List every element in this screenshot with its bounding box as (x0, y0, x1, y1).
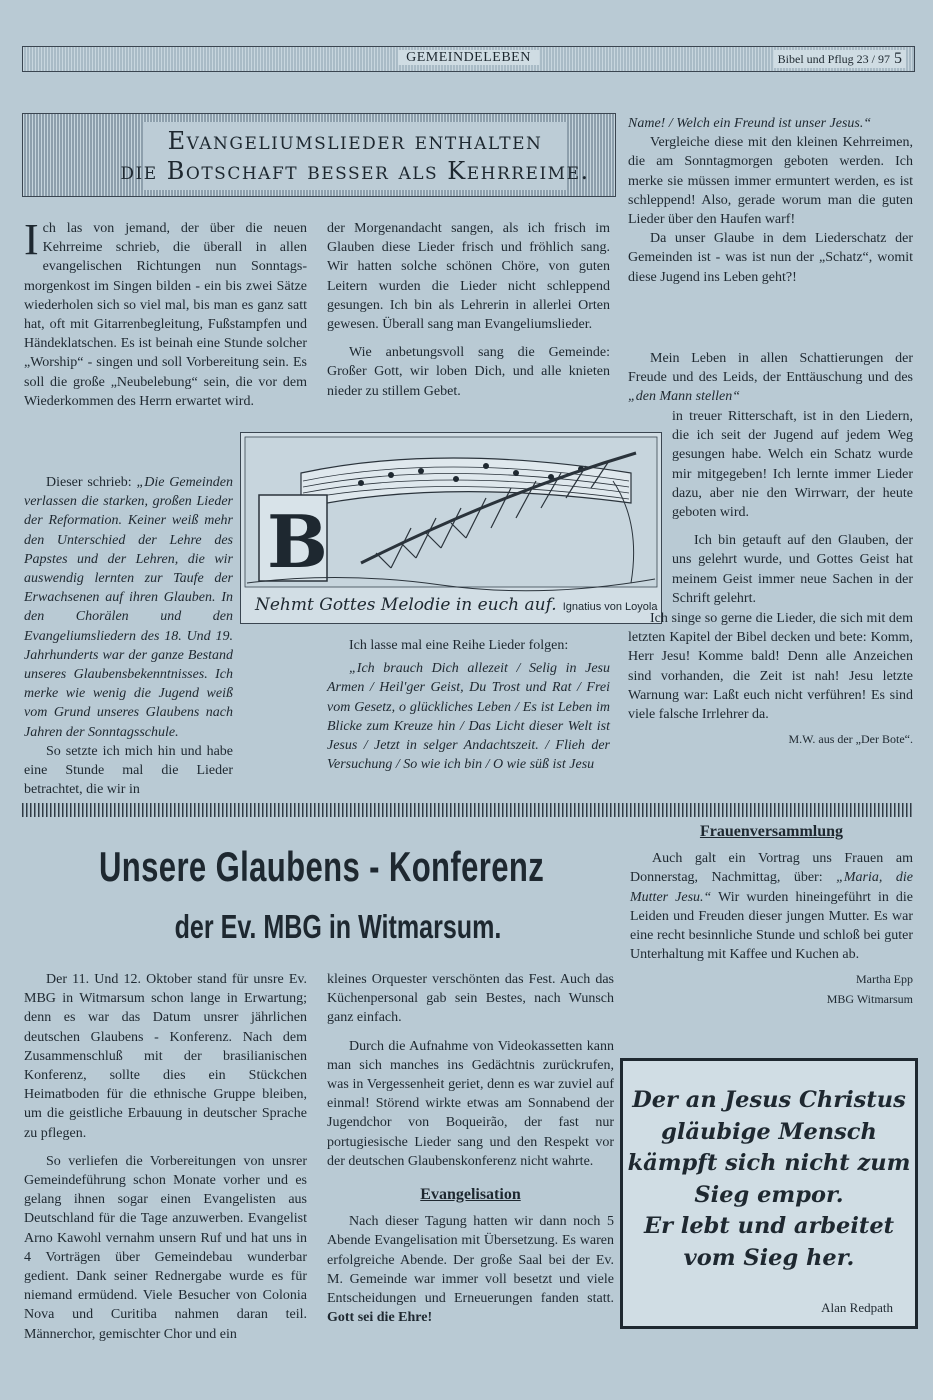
illustration-caption: Nehmt Gottes Melodie in euch auf. Ignatius von Loyola (255, 595, 658, 615)
article2-column2 (327, 970, 614, 1327)
quote-line: Er lebt und arbeitet (643, 1213, 895, 1239)
article2-col1-p1: Der 11. Und 12. Oktober stand für unsre Ev. MBG in Witmarsum schon lange in Erwartung; denn es war das Datum unsrer jährlichen deutschen Glaubens - Konferenz. Nach dem Zusammenschluß mit der brasilianischen Konferenz, sollte dies ein Stückchen Heimatboden für die ethnische Gruppe bleiben, um die geistliche Erbauung in deutscher Sprache zu pflegen. (24, 972, 307, 1141)
quote-line: Der an Jesus Christus (632, 1087, 906, 1113)
quote-box (620, 1058, 918, 1329)
article1-col1-p2-lead: Dieser schrieb: (46, 475, 137, 490)
ornamental-letter: B (267, 499, 328, 584)
article1-col2-p1: der Morgenandacht sangen, als ich frisch im Glauben diese Lieder frisch und fröhlich sang. Wir hatten solche schönen Chöre, von guten Leitern wurden die Lieder nicht schleppend gesungen. Ich bin als Lehrerin in allerlei Orten gewesen. Überall sang man Evangeliumslieder. (327, 221, 610, 333)
issue-info (774, 50, 906, 68)
article1-col3-p4c: in treuer Ritterschaft, ist in den Liedern, die ich seit der Jugend auf jedem Weg gesungen habe. Welch ein Schatz wurde mir mitgegeben! Ich lernte immer Lieder dazu, aber nie den Wirrwarr, der heute geboten wird. (672, 409, 913, 521)
quote-line: Sieg empor. (694, 1181, 844, 1208)
evangelisation-end: Gott sei die Ehre! (327, 1310, 433, 1326)
article1-col3-p2: Vergleiche diese mit den kleinen Kehrreimen, die am Sonntagmorgen geboten werden. Ich merke sie müssen immer ermuntert werden, es ist schleppend! Also, gerade worum man die guten Lieder über den Haufen warf! (628, 135, 913, 228)
frauen-text-c: Wir wurden hineingeführt in die Leiden und Freuden dieser jungen Mutter. Es war eine recht besinnliche Stunde und schloß bei guter Unterhaltung mit Kaffee und Kuchen ab. (630, 889, 913, 963)
page-header (22, 46, 915, 72)
article1-column2-lower (327, 636, 610, 774)
article1-column3-d (628, 609, 913, 749)
article1-signature: M.W. aus der „Der Bote“. (788, 732, 913, 747)
article1-col3-p3: Da unser Glaube in dem Liederschatz der Gemeinden ist - was ist nun der „Schatz“, womit diese Jugend ins Leben geht?! (628, 231, 913, 285)
illustration-credit: Ignatius von Loyola (562, 601, 658, 613)
evangelisation-heading: Evangelisation (420, 1186, 521, 1204)
article1-col2-p4: „Ich brauch Dich allezeit / Selig in Jesu Armen / Heil'ger Geist, Du Trost und Rat / Frei vom Gesetz, o glückliches Leben / Es ist Leben im Blicke zum Kreuze hin / Das Licht dieser Welt ist Jesus / Jetzt in selger Andachtszeit. / Flieh der Versuchung / So wie ich bin / O wie süß ist Jesu (327, 661, 610, 773)
article1-col1-p3: So setzte ich mich hin und habe eine Stunde mal die Lieder betrachtet, die wir in (24, 743, 233, 798)
article1-col3-p5: Ich bin getauft auf den Glauben, der uns gelehrt wurde, und Gottes Geist hat meinem Geist immer neue Sachen in der Schrift gelehrt. (672, 533, 913, 606)
frauen-text-a: Auch galt ein Vortrag uns Frauen am Donnerstag, Nachmittag, über: (630, 851, 913, 886)
article2-title: Unsere Glaubens - Konferenz (98, 843, 545, 890)
article1-col2-p2: Wie anbetungsvoll sang die Gemeinde: Großer Gott, wir loben Dich, und alle knieten nieder zu stillem Gebet. (327, 345, 610, 399)
article1-column2 (327, 219, 610, 401)
article2-column3 (630, 822, 913, 1009)
article2-subtitle: der Ev. MBG in Witmarsum. (174, 908, 502, 945)
article1-title-box (22, 113, 616, 197)
article2-col1-p2: So verliefen die Vorbereitungen von unsrer Gemeindeführung schon Monate vorher und es gelang ihnen sogar einen Evangelisten aus Deutschland für die Tage anzuwerben. Evangelist Arno Kawohl vernahm unsern Ruf und hat uns in 4 Vorträgen über Gemeindebau wunderbar gedient. Dank seiner Rednergabe wurde es für niemand ermüdend. Viele Besucher von Colonia Nova und Curitiba nahmen daran teil. Männerchor, gemischter Chor und ein (24, 1153, 307, 1342)
quote-author: Alan Redpath (821, 1300, 893, 1315)
article2-column1 (24, 970, 307, 1344)
article2-col2-p1: kleines Orquester verschönten das Fest. Auch das Küchenpersonal gab sein Bestes, nach Wunsch ganz einfach. (327, 972, 614, 1026)
quote-line: vom Sieg her. (683, 1244, 855, 1271)
drop-cap: I (24, 215, 39, 264)
article2-col2-p2: Durch die Aufnahme von Videokassetten kann man sich manches ins Gedächtnis zurückrufen, was in Vergessenheit geriet, denn es war zuviel auf einmal! Störend wirkte etwas am Sonnabend der Jugendchor von Boqueirão, der fast nur portugiesische Lieder sang und den Respekt vor der deutschen Glaubenskonferenz nicht wahrte. (327, 1038, 614, 1169)
article1-column3-c (672, 407, 913, 617)
article1-col3-p4b: „den Mann stellen“ (628, 389, 740, 405)
page-number: 5 (894, 50, 902, 67)
issue-label: Bibel und Pflug 23 / 97 (777, 52, 890, 66)
article1-col3-p1: Name! / Welch ein Freund ist unser Jesus.“ (628, 116, 872, 131)
quote-line: gläubige Mensch (661, 1118, 877, 1145)
article1-title-line2: die Botschaft besser als Kehrreime. (120, 157, 590, 185)
article1-col3-p4a: Mein Leben in allen Schattierungen der Freude und des Leids, der Enttäuschung und des (628, 351, 913, 386)
frauen-signature-place: MBG Witmarsum (826, 991, 913, 1006)
article1-col1-p2-quote: „Die Gemeinden verlassen die starken, großen Lieder der Reformation. Keiner weiß mehr den Unterschied der Lehre des Papstes und der Lehren, die wir auswendig lernten zur Taufe der Erwachsenen auf ihren Glauben. In den Chorälen und den Evangeliumsliedern des 18. Und 19. Jahrhunderts war der ganze Bestand unseres Glaubensbekenntnisses. Ich merke wie wenig die Jugend weiß vom Grund unseres Glaubens nach Jahren der Sonntagsschule. (24, 475, 233, 740)
frauen-signature-name: Martha Epp (856, 972, 913, 987)
section-divider (22, 803, 914, 817)
song-illustration (240, 432, 662, 624)
article1-column3-b (628, 349, 913, 407)
article1-col1-p1: ch las von jemand, der über die neuen Kehrreime schrieb, die überall in allen evangelischen Richtungen nun Sonntags- morgenkost im Singen bilden - ein bis zwei Sätze wiederholen sich so viel mal, bis man es ganz satt hat, oft mit Gitarrenbegleitung, Fußstampfen und Händeklatschen. Es ist beinah eine Stunde solcher „Worship“ - singen und soll Vorbereitung sein. Es soll die große „Neubelebung“ sein, die vor dem Wiederkommen des Herrn erwartet wird. (24, 221, 307, 409)
quote-line: kämpft sich nicht zum (627, 1150, 911, 1176)
section-name: GEMEINDELEBEN (398, 50, 539, 65)
article1-column3 (628, 114, 913, 287)
evangelisation-text: Nach dieser Tagung hatten wir dann noch 5 Abende Evangelisation mit Übersetzung. Es waren erfolgreiche Abende. Der große Saal bei der Ev. M. Gemeinde war immer voll besetzt und viele Entscheidungen und Erneuerungen fanden statt. (327, 1214, 614, 1307)
article1-col2-p3: Ich lasse mal eine Reihe Lieder folgen: (349, 638, 569, 653)
article1-title-line1: Evangeliumslieder enthalten (167, 127, 543, 155)
frauen-text-b: „Maria, die Mutter Jesu.“ (630, 870, 913, 905)
article1-col3-p6: Ich singe so gerne die Lieder, die sich mit dem letzten Kapitel der Bibel decken und bete: Komm, Herr Jesu! Komme bald! Denn alle Anzeichen sind vorhanden, die Zeit ist nah! Jesu letzte Warnung war: Laßt euch nicht verführen! Es sind viele falsche Irrlehrer da. (628, 611, 913, 723)
frauen-heading: Frauenversammlung (699, 823, 844, 840)
article1-column1-narrow (24, 473, 233, 799)
article1-column1 (24, 215, 307, 411)
